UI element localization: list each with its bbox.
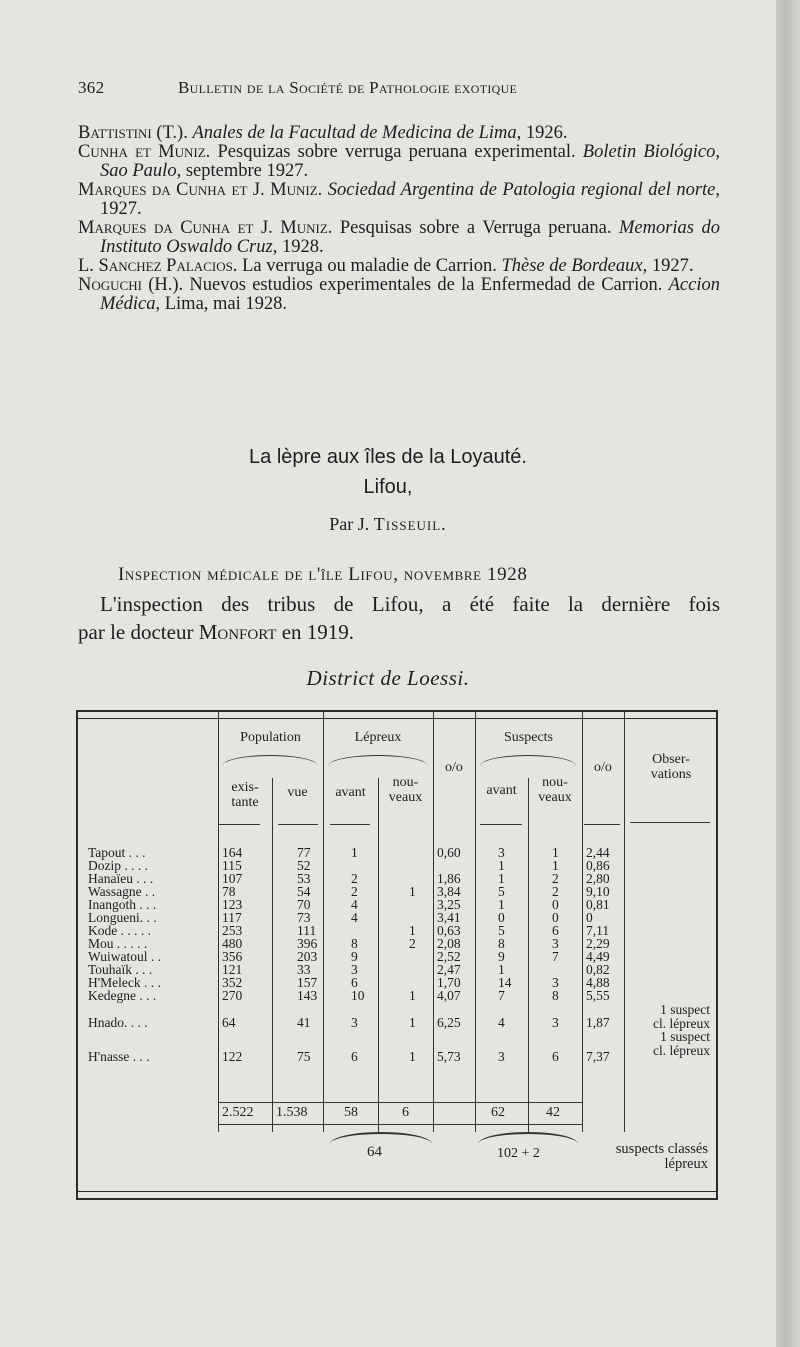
grand-total-suspects: 102 + 2: [497, 1146, 540, 1161]
cell-suspects-nouveaux: 2: [552, 884, 559, 899]
cell-pct-lepreux: 1,86: [437, 871, 461, 886]
cell-lepreux-avant: 4: [351, 910, 358, 925]
header-population: Population: [240, 730, 301, 745]
cell-vue: 157: [297, 975, 318, 990]
cell-existante: 164: [222, 845, 243, 860]
cell-suspects-nouveaux: 6: [552, 1049, 559, 1064]
total-existante: 2.522: [222, 1105, 254, 1120]
cell-pct-lepreux: 4,07: [437, 988, 461, 1003]
cell-existante: 356: [222, 949, 243, 964]
cell-vue: 75: [297, 1049, 311, 1064]
ref-author: Marques da Cunha et J. Muniz.: [78, 180, 323, 200]
cell-lepreux-avant: 2: [351, 871, 358, 886]
ref-tail: , 1927.: [100, 180, 721, 219]
col-line: [272, 778, 273, 1132]
col-line: [582, 712, 583, 1132]
cell-existante: 480: [222, 936, 243, 951]
row-tribe-name: Mou . . . . .: [88, 936, 148, 951]
cell-pct-suspects: 0,86: [586, 858, 610, 873]
cell-suspects-avant: 1: [498, 871, 505, 886]
cell-suspects-nouveaux: 1: [552, 845, 559, 860]
doctor-name: Monfort: [198, 620, 277, 644]
col-line: [528, 778, 529, 1132]
cell-existante: 107: [222, 871, 243, 886]
ref-tail: , 1926.: [516, 123, 568, 143]
cell-lepreux-avant: 1: [351, 845, 358, 860]
cell-existante: 64: [222, 1015, 236, 1030]
para-line-2-post: en 1919.: [276, 620, 355, 644]
cell-suspects-avant: 8: [498, 936, 505, 951]
header-vue: vue: [287, 785, 308, 800]
col-line: [378, 778, 379, 1132]
cell-pct-suspects: 4,88: [586, 975, 610, 990]
cell-pct-suspects: 9,10: [586, 884, 610, 899]
cell-pct-suspects: 7,11: [586, 923, 610, 938]
reference-entry: [78, 257, 720, 276]
cell-existante: 121: [222, 962, 243, 977]
cell-suspects-avant: 5: [498, 923, 505, 938]
cell-pct-suspects: 2,44: [586, 845, 610, 860]
totals-rule: [218, 1102, 582, 1103]
cell-vue: 73: [297, 910, 311, 925]
row-tribe-name: Hnado. . . .: [88, 1015, 148, 1030]
cell-suspects-nouveaux: 8: [552, 988, 559, 1003]
cell-lepreux-nouveaux: 1: [409, 988, 416, 1003]
cell-pct-lepreux: 5,73: [437, 1049, 461, 1064]
header-rule: [480, 824, 522, 825]
header-suspects-avant: avant: [486, 783, 517, 798]
row-tribe-name: H'Meleck . . .: [88, 975, 161, 990]
header-lepreux-avant: avant: [335, 785, 366, 800]
cell-pct-suspects: 0,82: [586, 962, 610, 977]
cell-suspects-avant: 3: [498, 845, 505, 860]
cell-pct-suspects: 5,55: [586, 988, 610, 1003]
body-paragraph: [78, 590, 720, 646]
cell-suspects-nouveaux: 0: [552, 910, 559, 925]
header-rule: [630, 822, 710, 823]
col-line: [433, 712, 434, 1132]
header-observations: Obser- vations: [650, 752, 692, 782]
ref-text: Pesquizas sobre verruga peruana experimental.: [210, 142, 583, 162]
cell-suspects-nouveaux: 1: [552, 858, 559, 873]
ref-source: Sociedad Argentina de Patologia regional del norte: [327, 180, 716, 200]
cell-existante: 117: [222, 910, 242, 925]
ref-source: Boletin Biológico, Sao Paulo: [100, 142, 720, 181]
ref-tail: , septembre 1927.: [176, 161, 309, 181]
cell-existante: 78: [222, 884, 236, 899]
row-tribe-name: Wassagne . .: [88, 884, 156, 899]
col-line: [475, 712, 476, 1132]
cell-lepreux-avant: 9: [351, 949, 358, 964]
para-line-2-pre: par le docteur: [78, 620, 199, 644]
cell-suspects-avant: 9: [498, 949, 505, 964]
byline-prefix: Par J.: [329, 514, 370, 534]
cell-suspects-nouveaux: 3: [552, 1015, 559, 1030]
cell-suspects-avant: 0: [498, 910, 505, 925]
cell-lepreux-avant: 2: [351, 884, 358, 899]
ref-source: Thèse de Bordeaux: [501, 256, 643, 276]
cell-suspects-nouveaux: 0: [552, 897, 559, 912]
header-rule: [330, 824, 370, 825]
row-tribe-name: Kode . . . . .: [88, 923, 151, 938]
cell-lepreux-avant: 4: [351, 897, 358, 912]
cell-vue: 52: [297, 858, 311, 873]
cell-observation: 1 suspect cl. lépreux: [653, 1029, 710, 1058]
cell-pct-suspects: 2,80: [586, 871, 610, 886]
cell-pct-lepreux: 2,52: [437, 949, 461, 964]
total-suspects-avant: 62: [491, 1105, 505, 1120]
cell-suspects-nouveaux: 6: [552, 923, 559, 938]
cell-lepreux-avant: 10: [351, 988, 365, 1003]
col-line: [323, 712, 324, 1132]
row-tribe-name: Kedegne . . .: [88, 988, 157, 1003]
grand-total-note: suspects classés lépreux: [615, 1141, 708, 1172]
cell-suspects-avant: 5: [498, 884, 505, 899]
cell-suspects-avant: 1: [498, 858, 505, 873]
ref-tail: , 1928.: [272, 237, 324, 257]
header-rule: [278, 824, 318, 825]
byline: [0, 514, 776, 535]
cell-suspects-avant: 14: [498, 975, 512, 990]
cell-pct-lepreux: 2,08: [437, 936, 461, 951]
cell-pct-lepreux: 6,25: [437, 1015, 461, 1030]
cell-lepreux-avant: 3: [351, 1015, 358, 1030]
cell-suspects-nouveaux: 3: [552, 975, 559, 990]
reference-entry: [78, 124, 720, 143]
ref-author: Noguchi (H.).: [78, 275, 184, 295]
ref-author: Marques da Cunha et J. Muniz.: [78, 218, 333, 238]
running-title: Bulletin de la Société de Pathologie exotique: [178, 78, 518, 97]
row-tribe-name: H'nasse . . .: [88, 1049, 150, 1064]
cell-vue: 70: [297, 897, 311, 912]
cell-lepreux-avant: 3: [351, 962, 358, 977]
header-pct-suspects: o/o: [594, 760, 612, 775]
ref-source: Anales de la Facultad de Medicina de Lima: [192, 123, 517, 143]
ref-source: Accion Médica: [100, 275, 720, 314]
cell-vue: 143: [297, 988, 318, 1003]
cell-lepreux-nouveaux: 1: [409, 1015, 416, 1030]
cell-vue: 53: [297, 871, 311, 886]
ref-author: Cunha et Muniz.: [78, 142, 211, 162]
cell-pct-suspects: 1,87: [586, 1015, 610, 1030]
cell-vue: 54: [297, 884, 311, 899]
article-subtitle: Lifou,: [363, 476, 413, 498]
article-title: La lèpre aux îles de la Loyauté.: [249, 446, 527, 468]
ref-tail: , 1927.: [642, 256, 694, 276]
cell-lepreux-nouveaux: 1: [409, 884, 416, 899]
cell-pct-suspects: 0,81: [586, 897, 610, 912]
ref-tail: , Lima, mai 1928.: [155, 294, 288, 314]
cell-lepreux-nouveaux: 2: [409, 936, 416, 951]
header-rule: [584, 824, 620, 825]
col-line: [218, 712, 219, 1132]
cell-suspects-avant: 7: [498, 988, 505, 1003]
cell-lepreux-avant: 6: [351, 1049, 358, 1064]
frame-inner-bottom: [76, 1191, 718, 1192]
header-lepreux: Lépreux: [354, 730, 402, 745]
cell-vue: 33: [297, 962, 311, 977]
ref-text: La verruga ou maladie de Carrion.: [237, 256, 502, 276]
cell-lepreux-nouveaux: 1: [409, 923, 416, 938]
total-vue: 1.538: [276, 1105, 308, 1120]
header-rule: [218, 824, 260, 825]
ref-author: L. Sanchez Palacios.: [78, 256, 238, 276]
page-number: 362: [78, 78, 105, 97]
cell-existante: 270: [222, 988, 243, 1003]
cell-existante: 123: [222, 897, 243, 912]
row-tribe-name: Dozip . . . .: [88, 858, 148, 873]
ref-author: Battistini (T.).: [78, 123, 188, 143]
cell-lepreux-avant: 6: [351, 975, 358, 990]
cell-pct-lepreux: 3,84: [437, 884, 461, 899]
district-heading: District de Loessi.: [306, 666, 470, 690]
header-pct-lepreux: o/o: [445, 760, 463, 775]
cell-suspects-avant: 4: [498, 1015, 505, 1030]
totals-rule-bottom: [218, 1124, 582, 1125]
cell-pct-lepreux: 1,70: [437, 975, 461, 990]
row-tribe-name: Wuiwatoul . .: [88, 949, 161, 964]
reference-entry: [78, 181, 720, 219]
cell-pct-lepreux: 3,41: [437, 910, 461, 925]
cell-existante: 253: [222, 923, 243, 938]
header-suspects-nouveaux: nou- veaux: [538, 775, 572, 805]
cell-existante: 352: [222, 975, 243, 990]
reference-entry: [78, 143, 720, 181]
row-tribe-name: Inangoth . . .: [88, 897, 157, 912]
page-edge: [776, 0, 800, 1347]
grand-total-lepreux: 64: [367, 1144, 382, 1160]
cell-pct-lepreux: 2,47: [437, 962, 461, 977]
cell-vue: 77: [297, 845, 311, 860]
row-tribe-name: Tapout . . .: [88, 845, 146, 860]
cell-suspects-nouveaux: 2: [552, 871, 559, 886]
row-tribe-name: Touhaïk . . .: [88, 962, 153, 977]
cell-existante: 122: [222, 1049, 243, 1064]
section-heading: Inspection médicale de l'île Lifou, novembre 1928: [118, 564, 528, 585]
ref-text: Pesquisas sobre a Verruga peruana.: [332, 218, 619, 238]
total-lepreux-avant: 58: [344, 1105, 358, 1120]
cell-vue: 41: [297, 1015, 311, 1030]
cell-vue: 396: [297, 936, 318, 951]
cell-pct-lepreux: 0,63: [437, 923, 461, 938]
cell-pct-suspects: 4,49: [586, 949, 610, 964]
cell-pct-suspects: 2,29: [586, 936, 610, 951]
header-existante: exis- tante: [231, 780, 259, 810]
total-suspects-nouveaux: 42: [546, 1105, 560, 1120]
cell-suspects-nouveaux: 7: [552, 949, 559, 964]
author-name: Tisseuil.: [373, 514, 447, 534]
para-line-1: L'inspection des tribus de Lifou, a été faite la dernière fois: [100, 592, 720, 616]
frame-inner-top: [76, 718, 718, 719]
ref-text: Nuevos estudios experimentales de la Enfermedad de Carrion.: [183, 275, 669, 295]
cell-suspects-avant: 1: [498, 897, 505, 912]
header-lepreux-nouveaux: nou- veaux: [388, 775, 423, 805]
reference-list: [78, 124, 720, 314]
row-tribe-name: Hanaïeu . . .: [88, 871, 154, 886]
cell-pct-suspects: 0: [586, 910, 593, 925]
cell-vue: 203: [297, 949, 318, 964]
cell-lepreux-nouveaux: 1: [409, 1049, 416, 1064]
cell-pct-lepreux: 3,25: [437, 897, 461, 912]
row-tribe-name: Longueni. . .: [88, 910, 157, 925]
cell-suspects-avant: 3: [498, 1049, 505, 1064]
cell-lepreux-avant: 8: [351, 936, 358, 951]
cell-suspects-nouveaux: 3: [552, 936, 559, 951]
cell-vue: 111: [297, 923, 317, 938]
cell-existante: 115: [222, 858, 242, 873]
cell-suspects-avant: 1: [498, 962, 505, 977]
total-lepreux-nouveaux: 6: [402, 1105, 409, 1120]
cell-pct-lepreux: 0,60: [437, 845, 461, 860]
cell-pct-suspects: 7,37: [586, 1049, 610, 1064]
cell-observation: 1 suspect cl. lépreux: [653, 1002, 710, 1031]
header-suspects: Suspects: [504, 730, 553, 745]
ref-source: Memorias do Instituto Oswaldo Cruz: [100, 218, 720, 257]
reference-entry: [78, 276, 720, 314]
reference-entry: [78, 219, 720, 257]
